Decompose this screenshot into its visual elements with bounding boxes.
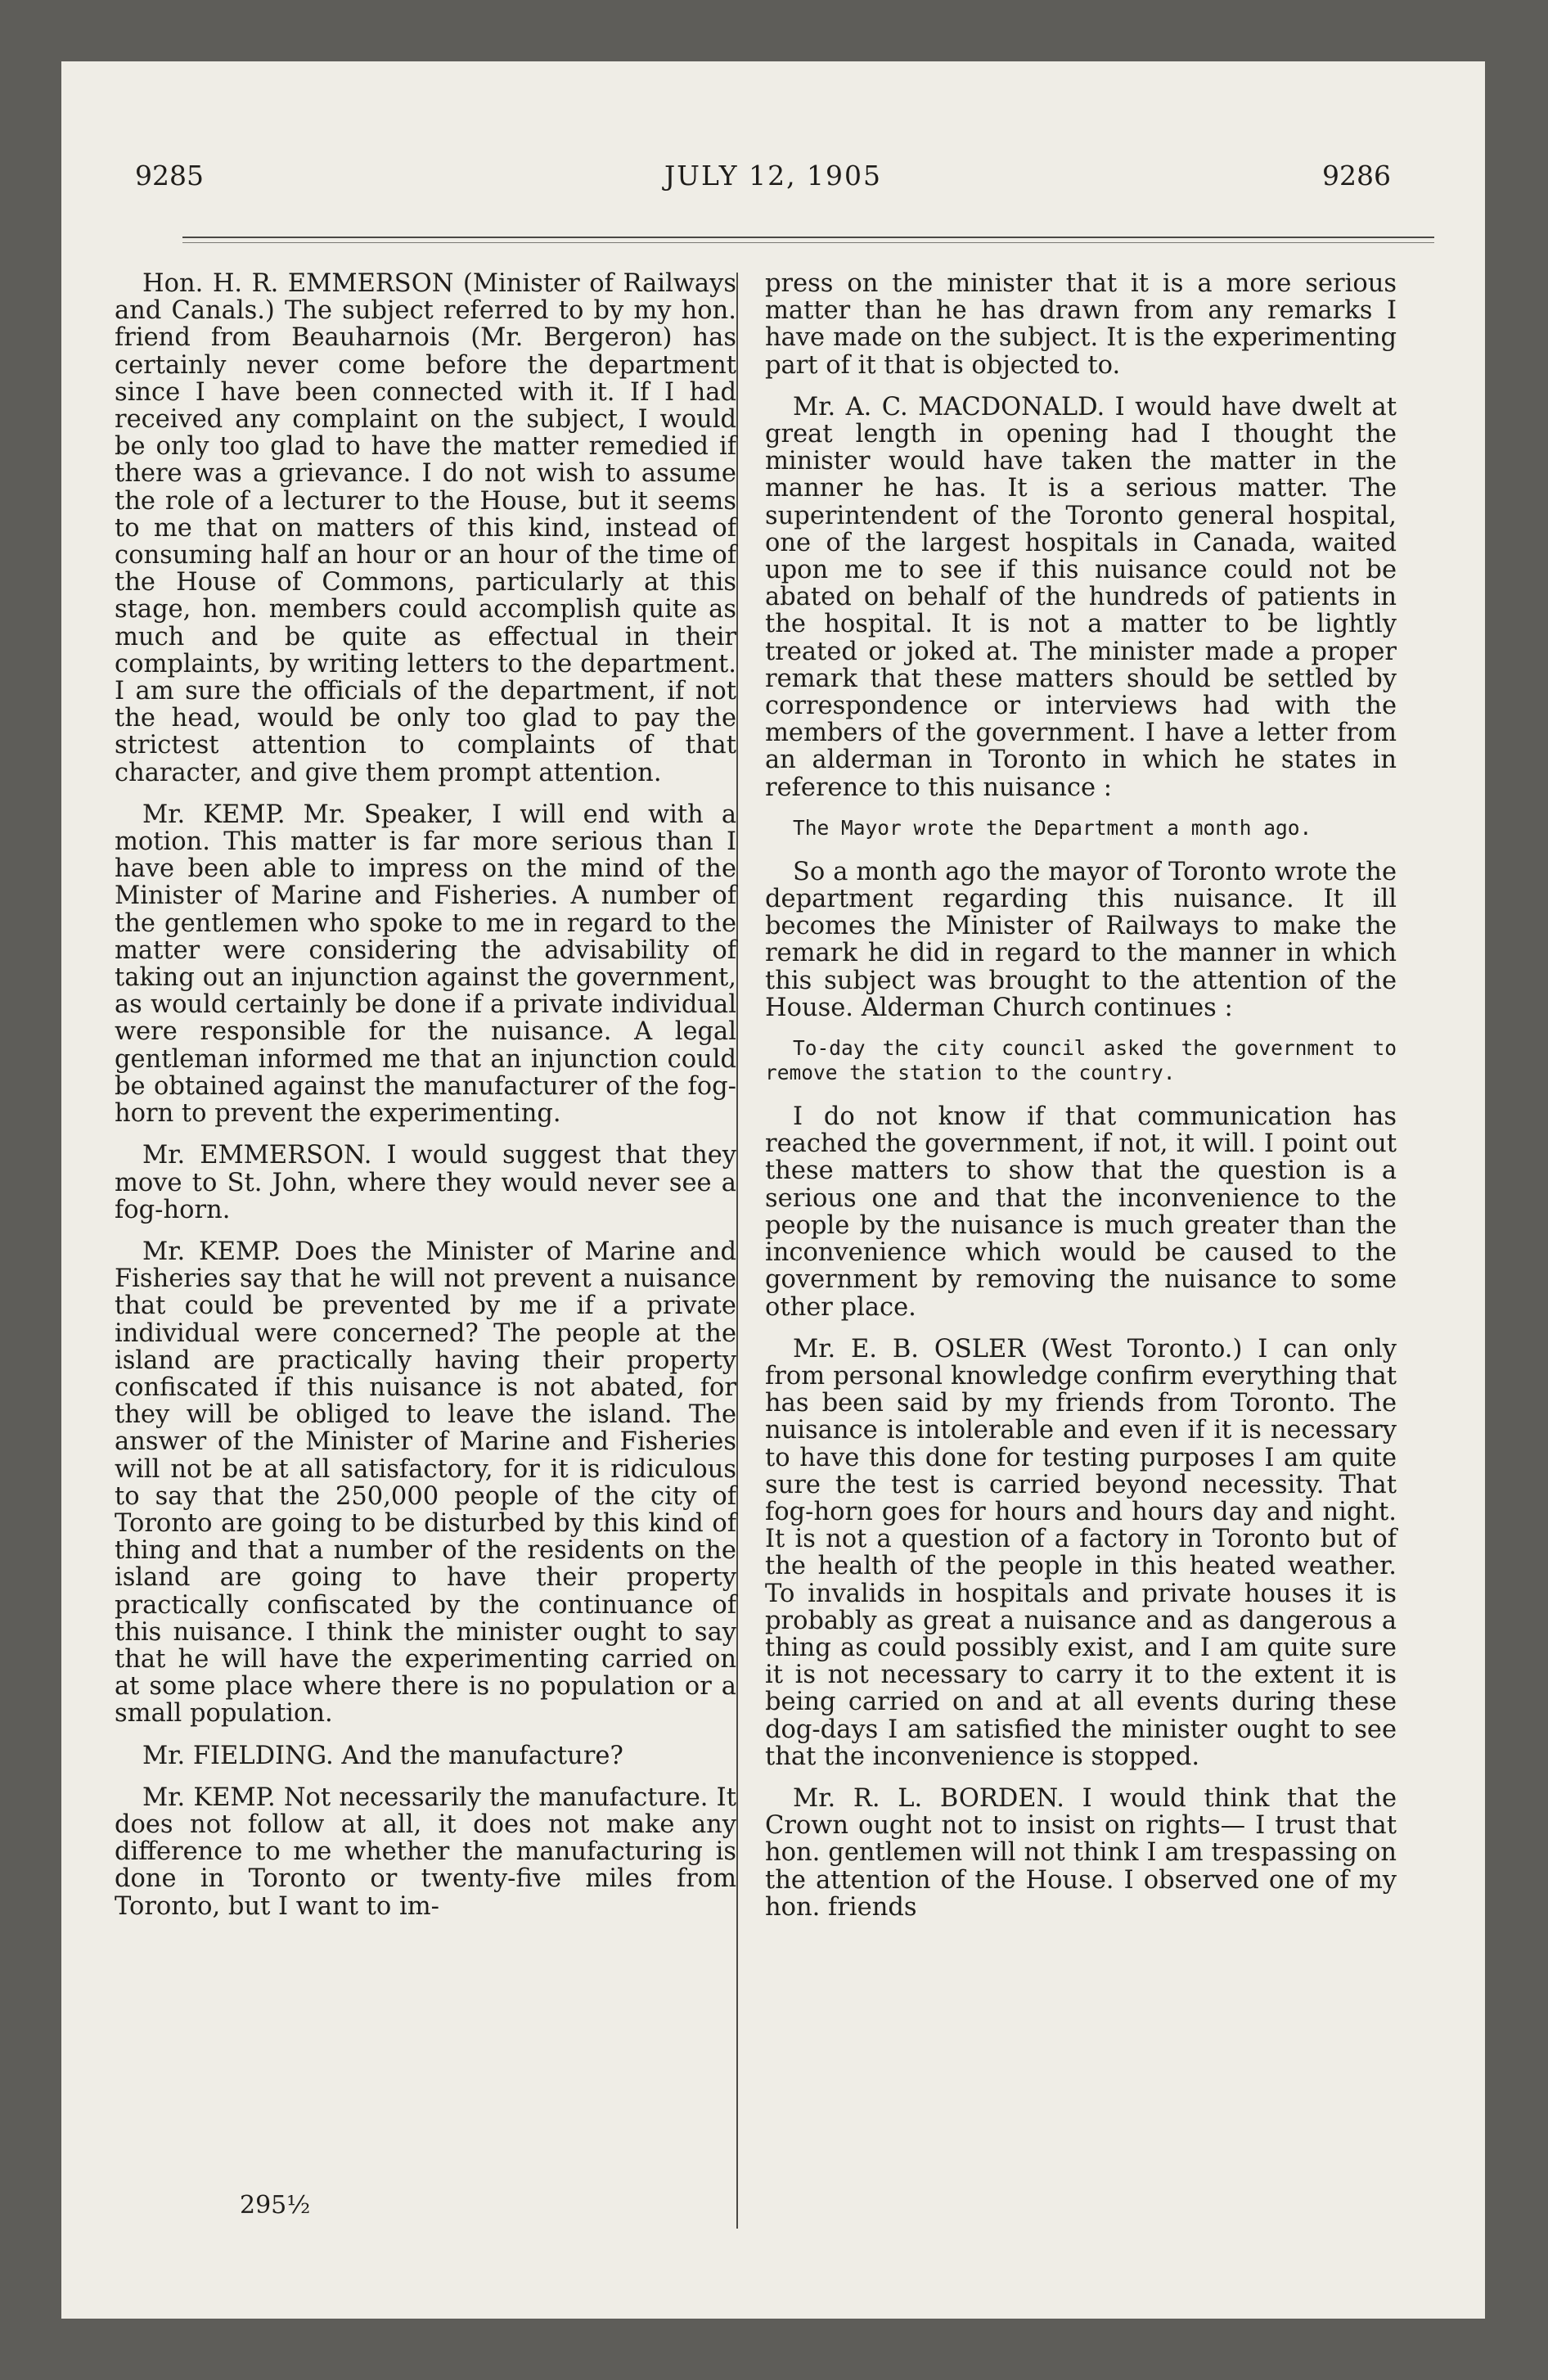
header-rule — [182, 237, 1434, 238]
paragraph: Mr. KEMP. Not necessarily the manufacture. It does not follow at all, it does not make any difference to me whether the manufacturing is done in Toronto or twenty-five miles from Toronto, but I want to im- — [115, 1783, 736, 1921]
paragraph: Mr. KEMP. Mr. Speaker, I will end with a motion. This matter is far more serious than I have been able to impress on the mind of the Minister of Marine and Fisheries. A number of the gentlemen who spoke to me in regard to the matter were considering the advisability of taking out an injunction against the government, as would certainly be done if a private individual were responsible for the nuisance. A legal gentleman informed me that an injunction could be obtained against the manufacturer of the fog-horn to prevent the experimenting. — [115, 800, 736, 1129]
paragraph: Mr. R. L. BORDEN. I would think that the Crown ought not to insist on rights— I trust that hon. gentlemen will not think I am trespassing on the attention of the House. I observed one of my hon. friends — [765, 1783, 1397, 1922]
paragraph: Mr. A. C. MACDONALD. I would have dwelt at great length in opening had I thought the minister would have taken the matter in the manner he has. It is a serious matter. The superintendent of the Toronto general hospital, one of the largest hospitals in Canada, waited upon me to see if this nuisance could not be abated on behalf of the hundreds of patients in the hospital. It is not a matter to be lightly treated or joked at. The minister made a proper remark that these matters should be settled by correspondence or interviews had with the members of the government. I have a letter from an alderman in Toronto in which he states in reference to this nuisance : — [765, 392, 1397, 802]
paragraph: Mr. KEMP. Does the Minister of Marine and Fisheries say that he will not prevent a nuisance that could be prevented by me if a private individual were concerned? The people at the island are practically having their property confiscated if this nuisance is not abated, for they will be obliged to leave the island. The answer of the Minister of Marine and Fisheries will not be at all satisfactory, for it is ridiculous to say that the 250,000 people of the city of Toronto are going to be disturbed by this kind of thing and that a number of the residents on the island are going to have their property practically confiscated by the continuance of this nuisance. I think the minister ought to say that he will have the experimenting carried on at some place where there is no population or a small population. — [115, 1237, 736, 1729]
document-page — [61, 61, 1485, 2319]
right-column — [765, 270, 1397, 1936]
page-number-left: 9285 — [135, 160, 204, 192]
paragraph: So a month ago the mayor of Toronto wrote the department regarding this nuisance. It ill becomes the Minister of Railways to make the remark he did in regard to the manner in which this subject was brought to the attention of the House. Alderman Church continues : — [765, 857, 1397, 1022]
paragraph: Mr. EMMERSON. I would suggest that they move to St. John, where they would never see a fog-horn. — [115, 1141, 736, 1224]
signature-mark: 295½ — [240, 2191, 311, 2220]
paragraph: Mr. FIELDING. And the manufacture? — [142, 1741, 623, 1770]
paragraph: Mr. E. B. OSLER (West Toronto.) I can only from personal knowledge confirm everything that has been said by my friends from Toronto. The nuisance is intolerable and even if it is necessary to have this done for testing purposes I am quite sure the test is carried beyond necessity. That fog-horn goes for hours and hours day and night. It is not a question of a factory in Toronto but of the health of the people in this heated weather. To invalids in hospitals and private houses it is probably as great a nuisance and as dangerous a thing as could possibly exist, and I am quite sure it is not necessary to carry it to the extent it is being carried on and at all events during these dog-days I am satisfied the minister ought to see that the inconvenience is stopped. — [765, 1334, 1397, 1771]
left-column — [115, 270, 736, 1935]
page-number-right: 9286 — [1322, 160, 1391, 192]
page-date: JULY 12, 1905 — [664, 160, 883, 192]
column-divider — [736, 273, 738, 2229]
paragraph: I do not know if that communication has reached the government, if not, it will. I point out these matters to show that the question is a serious one and that the inconvenience to the people by the nuisance is much greater than the inconvenience which would be caused to the government by removing the nuisance to some other place. — [765, 1102, 1397, 1322]
page-header — [61, 160, 1485, 201]
paragraph-continued: press on the minister that it is a more serious matter than he has drawn from any remarks I have made on the subject. It is the experimenting part of it that is objected to. — [765, 269, 1397, 380]
paragraph: Hon. H. R. EMMERSON (Minister of Railways and Canals.) The subject referred to by my hon. friend from Beauharnois (Mr. Bergeron) has certainly never come before the department since I have been connected with it. If I had received any complaint on the subject, I would be only too glad to have the matter remedied if there was a grievance. I do not wish to assume the role of a lecturer to the House, but it seems to me that on matters of this kind, instead of consuming half an hour or an hour of the time of the House of Commons, particularly at this stage, hon. members could accomplish quite as much and be quite as effectual in their complaints, by writing letters to the department. I am sure the officials of the department, if not the head, would be only too glad to pay the strictest attention to complaints of that character, and give them prompt attention. — [115, 269, 736, 787]
quoted-letter: The Mayor wrote the Department a month ago. — [793, 815, 1312, 840]
quoted-letter: To-day the city council asked the government to remove the station to the country. — [765, 1036, 1397, 1085]
header-rule-thin — [182, 242, 1434, 243]
